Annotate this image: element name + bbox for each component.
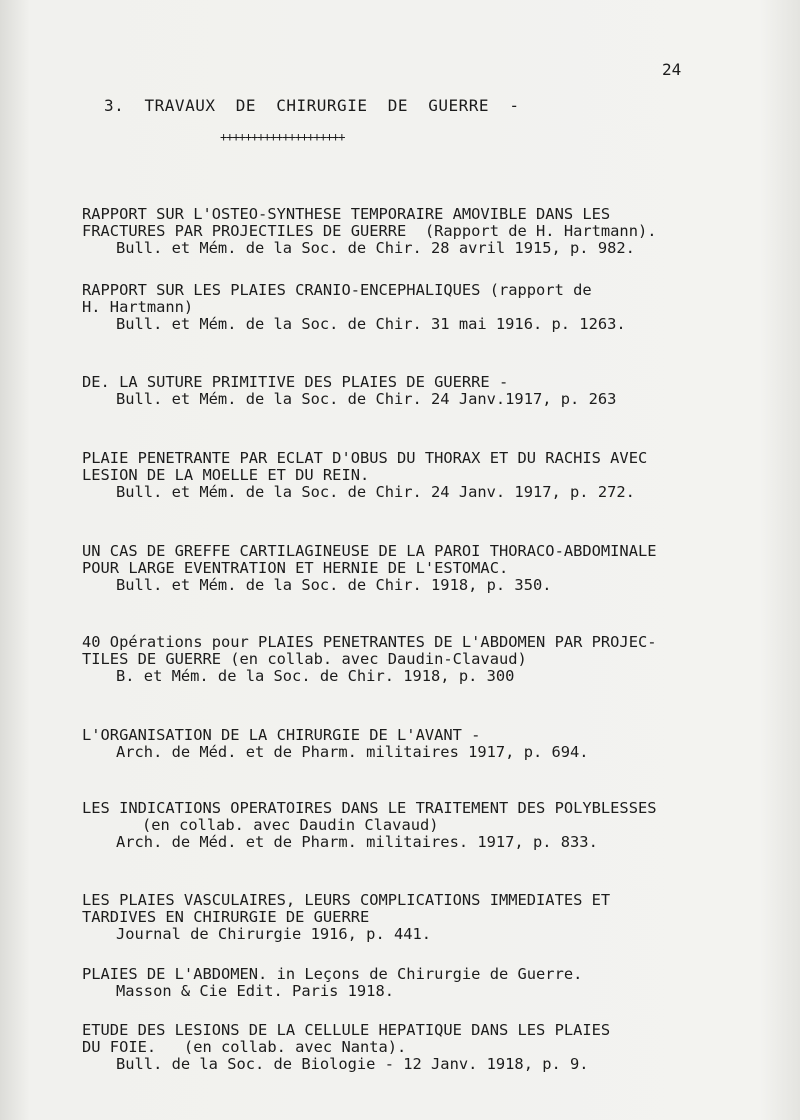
bibliography-entry	[82, 800, 782, 851]
separator-line: ++++++++++++++++++++	[220, 130, 345, 144]
entry-coauthor-line: (en collab. avec Daudin Clavaud)	[142, 816, 439, 834]
entry-citation: B. et Mém. de la Soc. de Chir. 1918, p. 300	[116, 667, 515, 685]
entry-title-line: DU FOIE. (en collab. avec Nanta).	[82, 1038, 407, 1056]
bibliography-entry	[82, 543, 782, 594]
bibliography-entry	[82, 634, 782, 685]
entry-title-line: FRACTURES PAR PROJECTILES DE GUERRE (Rapport de H. Hartmann).	[82, 222, 657, 240]
entry-citation: Bull. et Mém. de la Soc. de Chir. 28 avril 1915, p. 982.	[116, 239, 635, 257]
entry-citation: Bull. de la Soc. de Biologie - 12 Janv. 1918, p. 9.	[116, 1055, 589, 1073]
entry-title-line: POUR LARGE EVENTRATION ET HERNIE DE L'ESTOMAC.	[82, 559, 509, 577]
section-title: 3. TRAVAUX DE CHIRURGIE DE GUERRE -	[104, 96, 520, 115]
entry-title-line: ETUDE DES LESIONS DE LA CELLULE HEPATIQUE DANS LES PLAIES	[82, 1021, 611, 1039]
entry-title-line: UN CAS DE GREFFE CARTILAGINEUSE DE LA PAROI THORACO-ABDOMINALE	[82, 542, 657, 560]
entry-citation: Arch. de Méd. et de Pharm. militaires. 1917, p. 833.	[116, 833, 598, 851]
entry-title-line: H. Hartmann)	[82, 298, 194, 316]
entry-citation: Bull. et Mém. de la Soc. de Chir. 1918, p. 350.	[116, 576, 552, 594]
entry-title-line: L'ORGANISATION DE LA CHIRURGIE DE L'AVANT -	[82, 726, 481, 744]
entry-title-line: PLAIES DE L'ABDOMEN. in Leçons de Chirurgie de Guerre.	[82, 965, 583, 983]
bibliography-entry	[82, 282, 782, 333]
entry-citation: Arch. de Méd. et de Pharm. militaires 1917, p. 694.	[116, 743, 589, 761]
entry-citation: Bull. et Mém. de la Soc. de Chir. 24 Janv.1917, p. 263	[116, 390, 617, 408]
bibliography-entry	[82, 727, 782, 761]
entry-title-line: LES INDICATIONS OPERATOIRES DANS LE TRAITEMENT DES POLYBLESSES	[82, 799, 657, 817]
entry-title-line: RAPPORT SUR L'OSTEO-SYNTHESE TEMPORAIRE AMOVIBLE DANS LES	[82, 205, 611, 223]
bibliography-entry	[82, 966, 782, 1000]
bibliography-entry	[82, 206, 782, 257]
entry-title-line: RAPPORT SUR LES PLAIES CRANIO-ENCEPHALIQUES (rapport de	[82, 281, 592, 299]
entry-title-line: LESION DE LA MOELLE ET DU REIN.	[82, 466, 370, 484]
entry-title-line: LES PLAIES VASCULAIRES, LEURS COMPLICATIONS IMMEDIATES ET	[82, 891, 611, 909]
entry-citation: Bull. et Mém. de la Soc. de Chir. 24 Janv. 1917, p. 272.	[116, 483, 635, 501]
entry-citation: Masson & Cie Edit. Paris 1918.	[116, 982, 394, 1000]
entry-title-line: 40 Opérations pour PLAIES PENETRANTES DE L'ABDOMEN PAR PROJEC-	[82, 633, 657, 651]
bibliography-entry	[82, 450, 782, 501]
entry-citation: Bull. et Mém. de la Soc. de Chir. 31 mai 1916. p. 1263.	[116, 315, 626, 333]
entry-citation: Journal de Chirurgie 1916, p. 441.	[116, 925, 432, 943]
page-number: 24	[662, 60, 682, 79]
bibliography-entry	[82, 1022, 782, 1073]
bibliography-entry	[82, 374, 782, 408]
entry-title-line: TARDIVES EN CHIRURGIE DE GUERRE	[82, 908, 370, 926]
entry-title-line: TILES DE GUERRE (en collab. avec Daudin-Clavaud)	[82, 650, 527, 668]
entry-title-line: DE. LA SUTURE PRIMITIVE DES PLAIES DE GUERRE -	[82, 373, 509, 391]
entry-title-line: PLAIE PENETRANTE PAR ECLAT D'OBUS DU THORAX ET DU RACHIS AVEC	[82, 449, 648, 467]
bibliography-entry	[82, 892, 782, 943]
